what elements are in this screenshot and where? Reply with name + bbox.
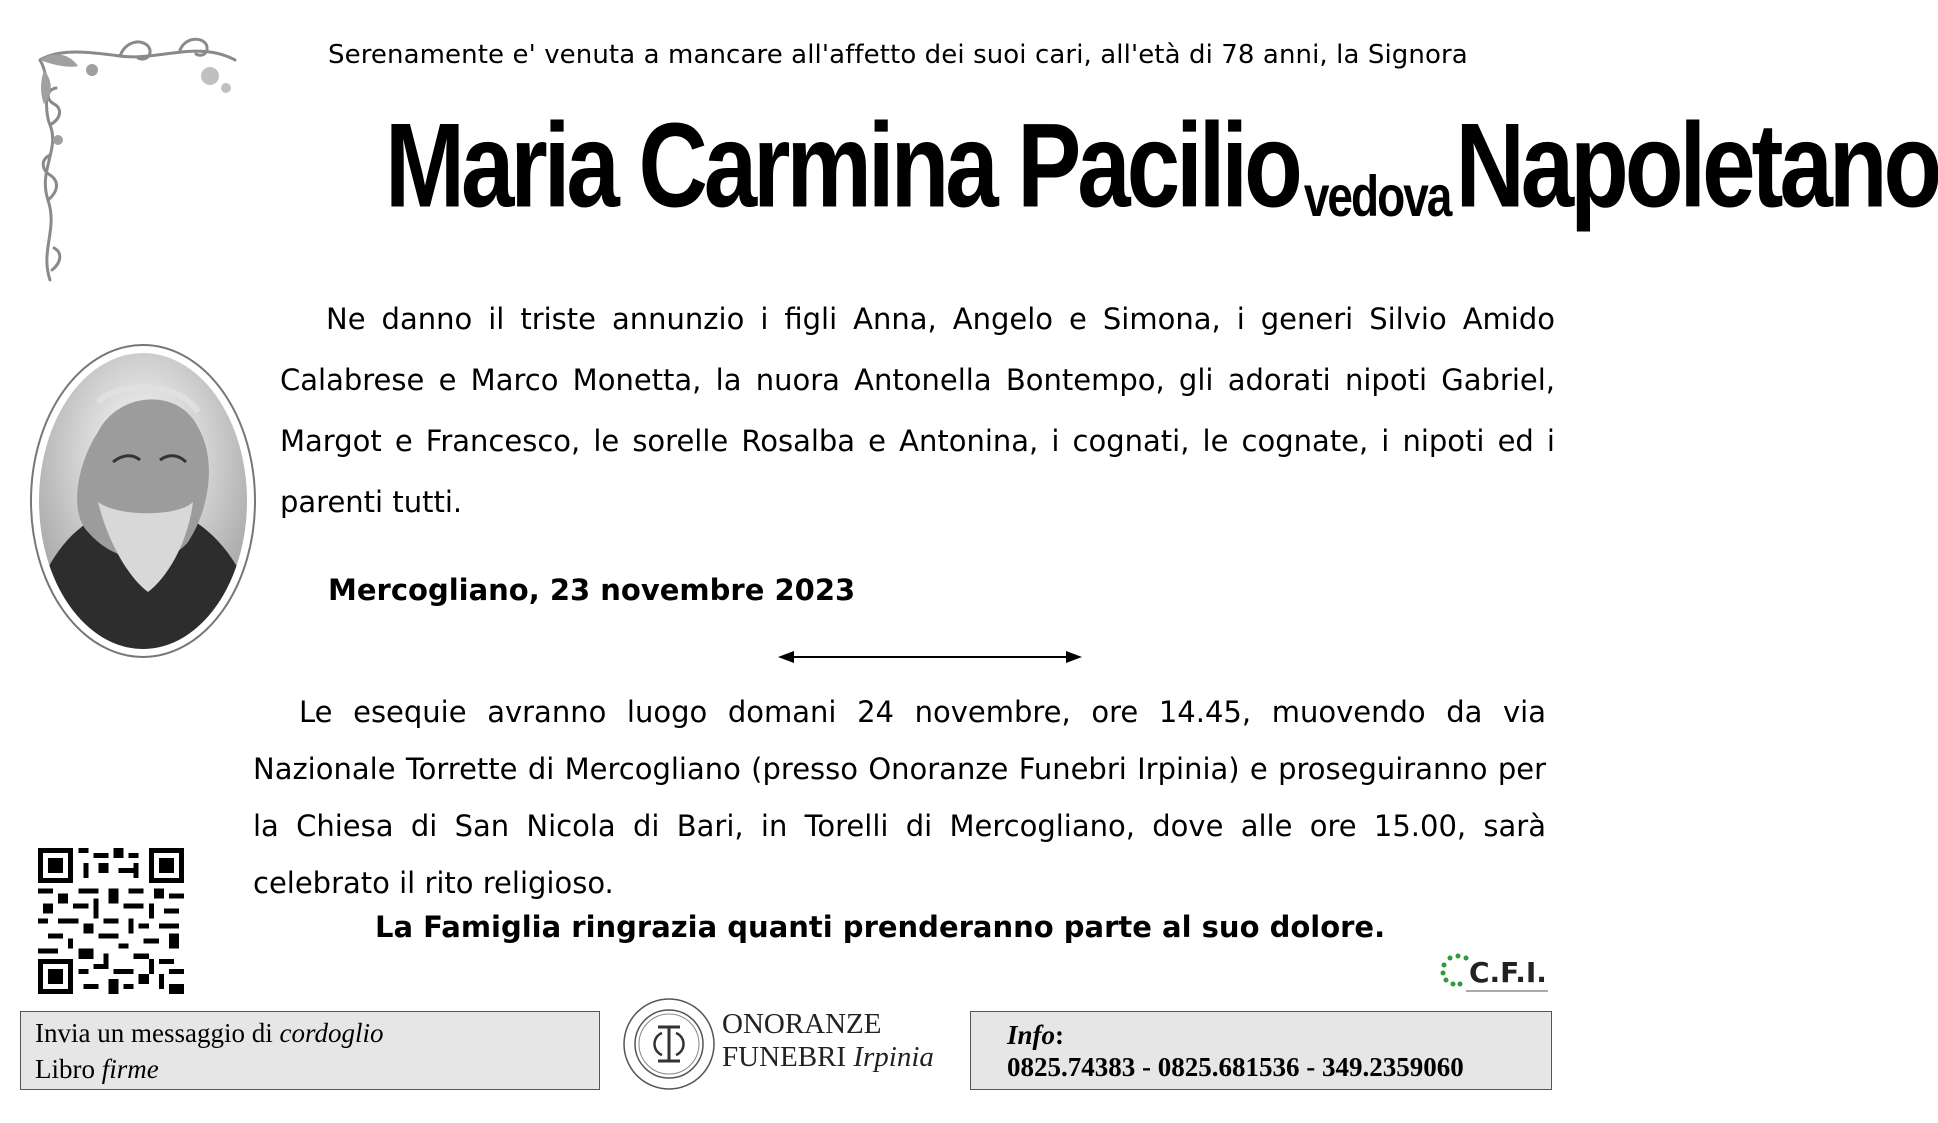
onoranze-logo	[622, 997, 716, 1091]
double-arrow-icon	[778, 646, 1082, 668]
portrait-photo	[28, 342, 258, 660]
funeral-text: Le esequie avranno luogo domani 24 novembre, ore 14.45, muovendo da via Nazionale Torrette di Mercogliano (presso Onoranze Funebri Irpinia) e proseguiranno per la Chiesa di San Nicola di Bari, in Torelli di Mercogliano, dove alle ore 15.00, sarà celebrato il rito religioso.	[253, 695, 1546, 900]
company-name-line2: FUNEBRI Irpinia	[722, 1041, 934, 1073]
deceased-full-name: Maria Carmina Pacilio	[385, 98, 1299, 233]
info-label: Info:	[1007, 1020, 1065, 1050]
guestbook-link[interactable]: Libro firme	[35, 1054, 159, 1084]
announcement-text: Ne danno il triste annunzio i figli Anna, Angelo e Simona, i generi Silvio Amido Calabrese e Marco Monetta, la nuora Antonella Bontempo, gli adorati nipoti Gabriel, Margot e Francesco, le sorelle Rosalba e Antonina, i cognati, le cognate, i nipoti ed i parenti tutti.	[280, 302, 1555, 519]
company-name-line1: ONORANZE	[722, 1008, 882, 1040]
ornament-corner-icon	[30, 30, 240, 285]
condolence-box[interactable]	[20, 1011, 600, 1090]
company-name	[722, 1008, 934, 1074]
thanks-text: La Famiglia ringrazia quanti prenderanno parte al suo dolore.	[375, 910, 1386, 944]
condolence-message-link[interactable]: Invia un messaggio di cordoglio	[35, 1018, 384, 1048]
widow-connector: vedova	[1303, 163, 1451, 229]
announcement-paragraph	[280, 289, 1555, 533]
qr-code-icon[interactable]	[38, 848, 184, 994]
intro-text: Serenamente e' venuta a mancare all'affetto dei suoi cari, all'età di 78 anni, la Signora	[328, 40, 1468, 70]
place-date: Mercogliano, 23 novembre 2023	[328, 573, 856, 607]
married-name: Napoletano	[1455, 98, 1938, 233]
info-box	[970, 1011, 1552, 1090]
cfi-logo-text: C.F.I.	[1469, 956, 1547, 989]
phone-numbers[interactable]: 0825.74383 - 0825.681536 - 349.2359060	[1007, 1052, 1464, 1082]
funeral-paragraph	[253, 684, 1546, 912]
cfi-logo	[1440, 950, 1552, 998]
deceased-name	[385, 98, 1938, 245]
